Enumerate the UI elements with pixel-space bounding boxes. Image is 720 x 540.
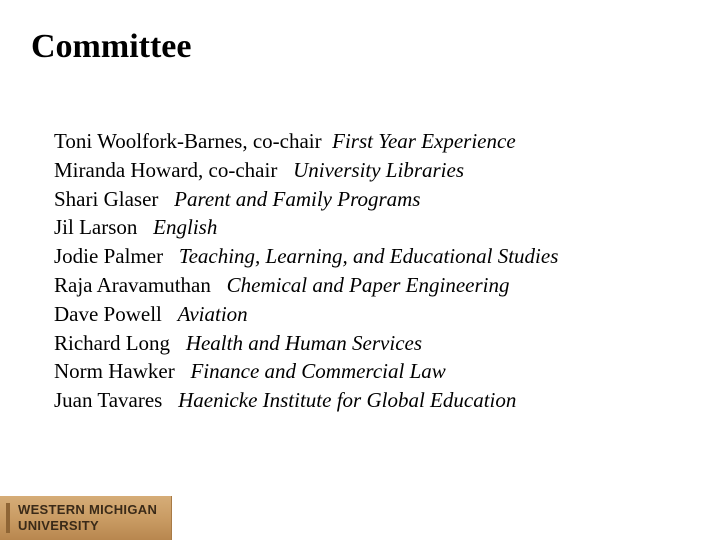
member-name: Jil Larson [54, 215, 138, 240]
committee-member [54, 127, 558, 156]
university-logo [0, 496, 172, 540]
member-department: First Year Experience [332, 129, 516, 153]
member-name: Richard Long [54, 330, 171, 355]
member-department: English [153, 215, 218, 240]
committee-member [54, 386, 558, 415]
logo-accent-bar [6, 503, 10, 533]
committee-member [54, 329, 558, 358]
member-department: Health and Human Services [185, 330, 423, 355]
committee-member [54, 271, 558, 300]
member-department: Teaching, Learning, and Educational Studies [178, 244, 559, 269]
member-department: Finance and Commercial Law [190, 359, 446, 384]
member-department: University Libraries [293, 157, 464, 182]
member-name: Jodie Palmer [54, 244, 164, 269]
committee-member [54, 213, 558, 242]
member-name: Dave Powell [54, 301, 162, 326]
member-name: Toni Woolfork-Barnes, co-chair [54, 129, 322, 153]
committee-member-list [54, 127, 558, 415]
committee-member [54, 300, 558, 329]
member-name: Miranda Howard, co-chair [54, 157, 278, 182]
slide-title: Committee [31, 28, 192, 65]
committee-member [54, 156, 558, 185]
committee-member [54, 185, 558, 214]
committee-member [54, 357, 558, 386]
logo-line-1: WESTERN MICHIGAN [18, 502, 158, 517]
member-department: Chemical and Paper Engineering [226, 272, 510, 297]
member-department: Haenicke Institute for Global Education [178, 388, 517, 413]
committee-member [54, 242, 558, 271]
member-name: Juan Tavares [54, 388, 163, 413]
member-department: Parent and Family Programs [174, 186, 421, 211]
member-name: Raja Aravamuthan [54, 272, 211, 297]
member-department: Aviation [177, 301, 248, 326]
member-name: Norm Hawker [54, 359, 175, 384]
logo-line-2: UNIVERSITY [18, 518, 100, 533]
member-name: Shari Glaser [54, 186, 159, 211]
